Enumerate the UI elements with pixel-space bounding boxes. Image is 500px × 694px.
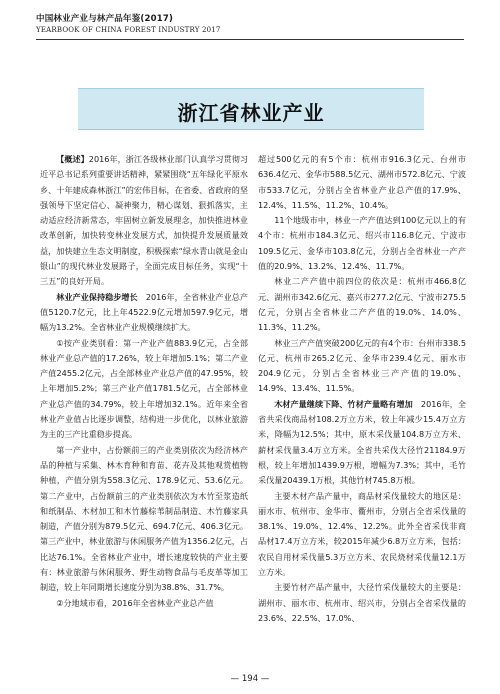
overview-paragraph [40,152,248,290]
by-industry-paragraph: ①按产业类别看：第一产业产值883.9亿元，占全部林业产业总产值的17.26%，较上年增加5.1%；第二产业产值2455.2亿元，占全部林业产业总产值的47.95%，较上年增加5.2%；第三产业产值1781.5亿元，占全部林业产业总产值的34.79%，较上年增加32.1%。近年来全省林业产业值占比逐步调整，结构进一步优化，以林业旅游为主的三产比重稳步提高。 [40,337,248,440]
left-column [40,152,248,611]
timber-text: 2016年，全省共采伐商品材108.2万立方米，较上年减少15.4万立方米，降幅为12.5%；其中，原木采伐量104.8万立方米、薪材采伐量3.4万立方米。全省共采伐大径竹21184.9万根，较上年增加1439.9万根，增幅为7.3%；其中，毛竹采伐量20439.1万根，其他竹材745.8万根。 [258,398,466,486]
industry-detail-paragraph: 第一产业中，占份额前三的产业类别依次为经济林产品的种植与采集、林木育种和育苗、花卉及其他观赏植物种植，产值分别为558.3亿元、178.9亿元、53.6亿元。第二产业中，占份额前三的产业类别依次为木竹至浆造纸和纸制品、木材加工和木竹藤棕苇制品制造、木竹藤家具制造，产值分别为879.5亿元、694.7亿元、406.3亿元。第三产业中，林业旅游与休闲服务产值为1356.2亿元，占比达76.1%。全省林业产业中，增长速度较快的产业主要有：林业旅游与休闲服务、野生动物食品与毛皮革等加工制造，较上年同期增长速度分别为38.8%、31.7%。 [40,444,248,593]
running-header-en: YEARBOOK OF CHINA FOREST INDUSTRY 2017 [36,26,221,34]
tertiary-industry-paragraph: 林业三产产值突破200亿元的有4个市：台州市338.5亿元、杭州市265.2亿元、金华市239.4亿元、丽水市204.9亿元，分别占全省林业三产产值的19.0%、14.9%、13.4%、11.5%。 [258,337,466,394]
growth-heading: 林业产业保持稳步增长 [56,291,138,302]
timber-paragraph [258,397,466,489]
right-column [258,152,466,626]
title-band [78,88,424,130]
region-continued-paragraph: 超过500亿元的有5个市：杭州市916.3亿元、台州市636.4亿元、金华市588.5亿元、湖州市572.8亿元、宁波市533.7亿元，分别占全省林业产业总产值的17.9%、12.4%、11.5%、11.2%、10.4%。 [258,154,466,210]
timber-heading: 木材产量继续下降、竹材产量略有增加 [274,398,413,409]
primary-industry-paragraph: 11个地级市中，林业一产产值达到100亿元以上的有4个市：杭州市184.3亿元、绍兴市116.8亿元、宁波市109.5亿元、金华市103.8亿元，分别占全省林业一产产值的20.9%、13.2%、12.4%、11.7%。 [258,215,466,272]
secondary-industry-paragraph: 林业二产产值中前四位的依次是：杭州市466.8亿元、湖州市342.6亿元、嘉兴市277.2亿元、宁波市275.5亿元，分别占全省林业二产产值的19.0%、14.0%、11.3%、11.2%。 [258,276,466,333]
running-header-cn: 中国林业产业与林产品年鉴(2017) [36,14,174,24]
header-rule [36,39,464,40]
timber-products-paragraph: 主要木材产品产量中，商品材采伐量较大的地区是：丽水市、杭州市、金华市、衢州市，分别占全省采伐量的38.1%、19.0%、12.4%、12.2%。此外全省采伐非商品材17.4万立方米，较2015年减少6.8万立方米，包括：农民自用材采伐量5.3万立方米、农民烧材采伐量12.1万立方米。 [258,490,466,578]
overview-text: 2016年，浙江各级林业部门认真学习贯彻习近平总书记系列重要讲话精神，紧紧围绕“五年绿化平原水乡、十年建成森林浙江”的宏伟目标，在省委、省政府的坚强领导下坚定信心、凝神聚力，精心谋划、狠抓落实，主动适应经济新常态，牢固树立新发展理念，加快推进林业改革创新，加快转变林业发展方式，加快提升发展质量效益，加快建立生态文明制度，积极探索“绿水青山就是金山银山”的现代林业发展路子，全面完成目标任务，实现“十三五”的良好开局。 [40,154,248,287]
page-number: — 194 — [230,674,270,684]
growth-text: 2016年，全省林业产业总产值5120.7亿元，比上年4522.9亿元增加597.9亿元，增幅为13.2%。全省林业产业规模继续扩大。 [40,291,248,333]
overview-label: 【概述】 [56,154,89,164]
growth-paragraph [40,290,248,336]
bamboo-products-paragraph: 主要竹材产品产量中，大径竹采伐量较大的主要是：湖州市、丽水市、杭州市、绍兴市，分别占全省采伐量的23.6%、22.5%、17.0%、 [258,582,466,623]
by-region-paragraph: ②分地域市看，2016年全省林业产业总产值 [56,597,214,608]
article-title: 浙江省林业产业 [177,101,325,125]
